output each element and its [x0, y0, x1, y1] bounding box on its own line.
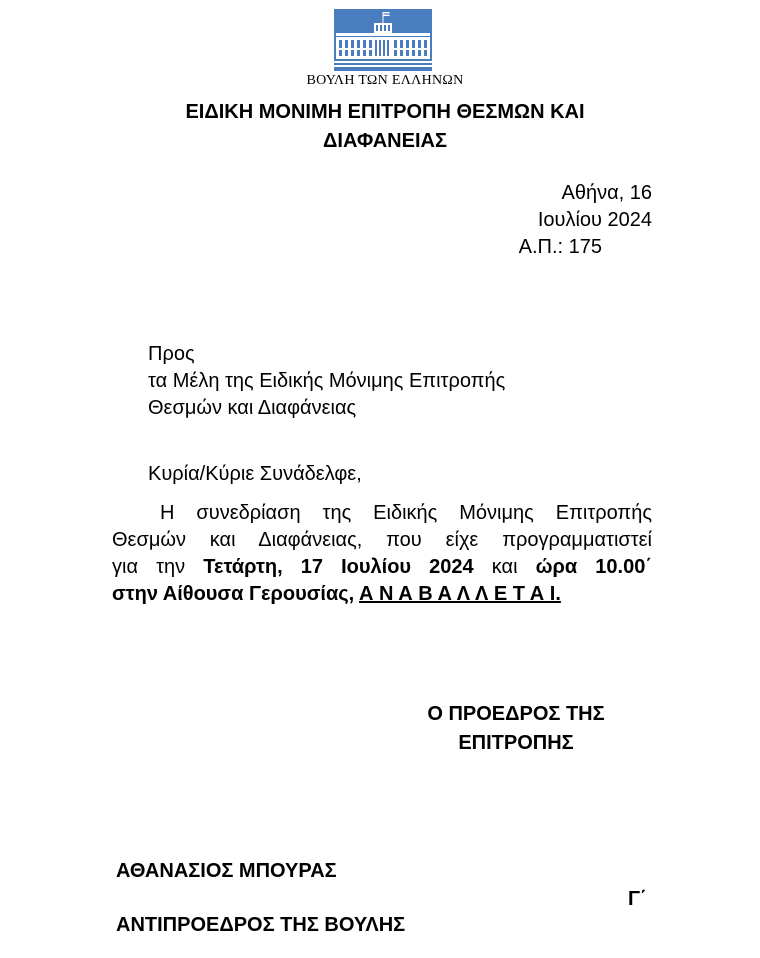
body-line1: [112, 500, 652, 527]
body-line3-a: για την: [112, 556, 204, 578]
body-line4: [112, 581, 652, 608]
date-line2: Ιουλίου 2024: [537, 209, 652, 231]
date-block: [420, 180, 652, 261]
meeting-time: ώρα 10.00΄: [535, 556, 652, 578]
parliament-building-icon: [334, 9, 432, 71]
signer-ordinal: Γ΄: [628, 888, 647, 910]
signer-title: ΑΝΤΙΠΡΟΕΔΡΟΣ ΤΗΣ ΒΟΥΛΗΣ: [116, 914, 406, 936]
logo-caption: ΒΟΥΛΗ ΤΩΝ ΕΛΛΗΝΩΝ: [306, 73, 464, 88]
body-line3-c: και: [473, 556, 536, 578]
committee-title-line2: ΔΙΑΦΑΝΕΙΑΣ: [323, 130, 447, 152]
body-line2: Θεσμών και Διαφάνειας, που είχε προγραμματιστεί: [112, 529, 652, 551]
body-line3: [112, 554, 652, 581]
protocol-number: Α.Π.: 175: [518, 236, 602, 258]
recipient-line1: Προς: [148, 343, 195, 365]
recipient-line2: τα Μέλη της Ειδικής Μόνιμης Επιτροπής: [148, 370, 506, 392]
chair-line2: ΕΠΙΤΡΟΠΗΣ: [458, 732, 574, 754]
body-line1-text: Η συνεδρίαση της Ειδικής Μόνιμης Επιτροπής: [160, 502, 652, 524]
signer-name: ΑΘΑΝΑΣΙΟΣ ΜΠΟΥΡΑΣ: [116, 860, 337, 882]
recipient-block: [148, 341, 668, 422]
committee-title-line1: ΕΙΔΙΚΗ ΜΟΝΙΜΗ ΕΠΙΤΡΟΠΗ ΘΕΣΜΩΝ ΚΑΙ: [185, 101, 585, 123]
date-line1: Αθήνα, 16: [561, 182, 652, 204]
meeting-date: Τετάρτη, 17 Ιουλίου 2024: [203, 556, 474, 578]
chair-line1: Ο ΠΡΟΕΔΡΟΣ ΤΗΣ: [427, 703, 605, 725]
body-paragraph: [112, 500, 652, 608]
recipient-line3: Θεσμών και Διαφάνειας: [148, 397, 357, 419]
chair-signature-title: [400, 700, 632, 758]
committee-title: [120, 98, 650, 156]
parliament-logo: [334, 9, 432, 71]
salutation: Κυρία/Κύριε Συνάδελφε,: [148, 463, 362, 485]
meeting-room: στην Αίθουσα Γερουσίας,: [112, 583, 360, 605]
postponed-notice: Α Ν Α Β Α Λ Λ Ε Τ Α Ι.: [359, 583, 561, 605]
